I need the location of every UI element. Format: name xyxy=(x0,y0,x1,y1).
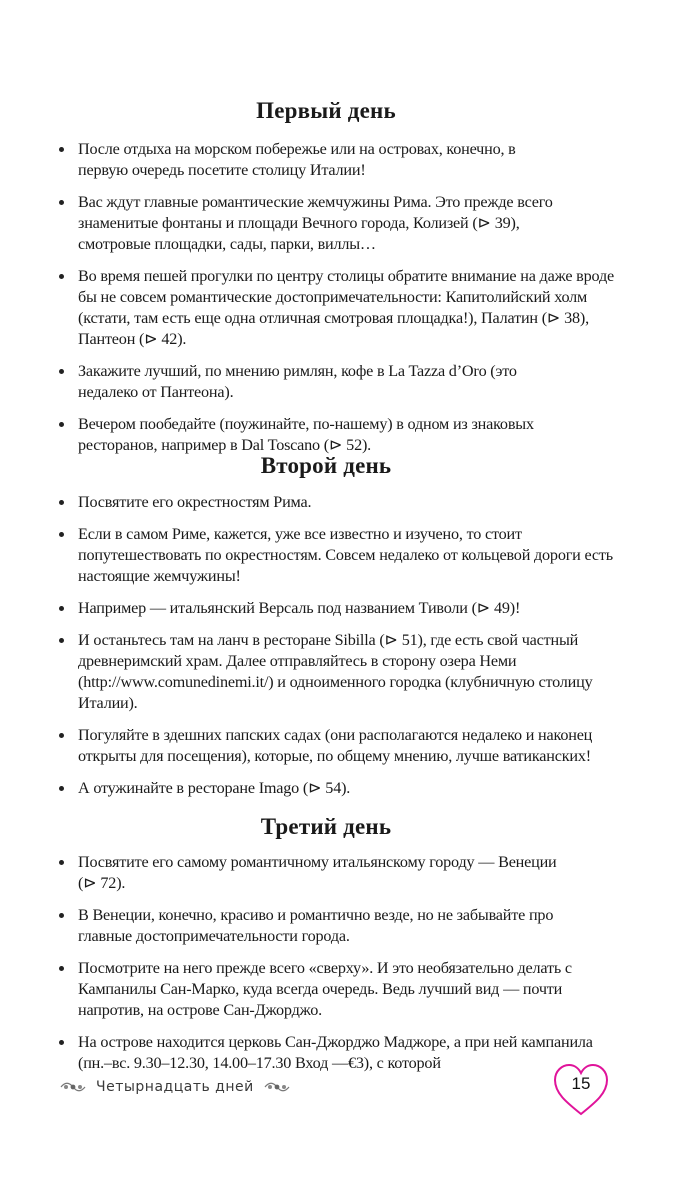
list-item: В Венеции, конечно, красиво и романтично везде, но не забывайте про главные достопримечательности города. xyxy=(56,905,588,947)
list-item: На острове находится церковь Сан-Джорджо Маджоре, а при ней кампанила (пн.–вс. 9.30–12.30, 14.00–17.30 Вход —€3), с которой xyxy=(56,1032,603,1074)
running-footer xyxy=(60,1075,290,1099)
bullet-icon xyxy=(59,274,64,279)
bullet-icon xyxy=(59,606,64,611)
bullet-icon xyxy=(59,638,64,643)
list-item: Посвятите его окрестностям Рима. xyxy=(56,492,598,513)
list-item: Закажите лучший, по мнению римлян, кофе в La Tazza d’Oro (это недалеко от Пантеона). xyxy=(56,361,548,403)
list-item: После отдыха на морском побережье или на островах, конечно, в первую очередь посетите столицу Италии! xyxy=(56,139,568,181)
section-title-day-2: Второй день xyxy=(260,453,392,478)
bullet-icon xyxy=(59,786,64,791)
bullet-icon xyxy=(59,422,64,427)
bullet-icon xyxy=(59,860,64,865)
list-item: Если в самом Риме, кажется, уже все известно и изучено, то стоит попутешествовать по окрестностям. Совсем недалеко от кольцевой дороги есть настоящие жемчужины! xyxy=(56,524,618,587)
ornament-right-icon xyxy=(264,1080,290,1094)
list-item: Например — итальянский Версаль под названием Тиволи (⊳ 49)! xyxy=(56,598,618,619)
bullet-icon xyxy=(59,532,64,537)
bullet-icon xyxy=(59,1040,64,1045)
list-item: Вас ждут главные романтические жемчужины Рима. Это прежде всего знаменитые фонтаны и площади Вечного города, Колизей (⊳ 39), смотровые площадки, сады, парки, виллы… xyxy=(56,192,583,255)
bullet-icon xyxy=(59,500,64,505)
bullet-icon xyxy=(59,369,64,374)
section-title-day-1: Первый день xyxy=(256,98,396,123)
list-item: Во время пешей прогулки по центру столицы обратите внимание на даже вроде бы не совсем романтические достопримечательности: Капитолийский холм (кстати, там есть еще одна отличная смотровая площадка!), Палатин (⊳ 38), Пантеон (⊳ 42). xyxy=(56,266,623,350)
bullet-icon xyxy=(59,200,64,205)
page-number: 15 xyxy=(571,1074,591,1093)
ornament-left-icon xyxy=(60,1080,86,1094)
list-item: Вечером пообедайте (поужинайте, по-нашему) в одном из знаковых ресторанов, например в Dal Toscano (⊳ 52). xyxy=(56,414,608,456)
list-item: Посвятите его самому романтичному итальянскому городу — Венеции (⊳ 72). xyxy=(56,852,578,894)
list-item: Погуляйте в здешних папских садах (они располагаются недалеко и наконец открыты для посещения), которые, по общему мнению, лучше ватиканских! xyxy=(56,725,598,767)
day-2-list xyxy=(56,492,613,810)
list-item: А отужинайте в ресторане Imago (⊳ 54). xyxy=(56,778,598,799)
day-1-list xyxy=(56,139,614,467)
section-title-day-3: Третий день xyxy=(260,814,392,839)
list-item: Посмотрите на него прежде всего «сверху». И это необязательно делать с Кампанилы Сан-Марко, куда всегда очередь. Ведь лучший вид — почти напротив, на острове Сан-Джорджо. xyxy=(56,958,598,1021)
bullet-icon xyxy=(59,913,64,918)
bullet-icon xyxy=(59,147,64,152)
list-item: И останьтесь там на ланч в ресторане Sibilla (⊳ 51), где есть свой частный древнеримский храм. Далее отправляйтесь в сторону озера Неми (http://www.comunedinemi.it/) и одноименного городка (клубничную столицу Италии). xyxy=(56,630,613,714)
bullet-icon xyxy=(59,733,64,738)
page-number-badge xyxy=(552,1062,610,1118)
bullet-icon xyxy=(59,966,64,971)
running-title: Четырнадцать дней xyxy=(96,1079,254,1095)
day-3-list xyxy=(56,852,596,1085)
